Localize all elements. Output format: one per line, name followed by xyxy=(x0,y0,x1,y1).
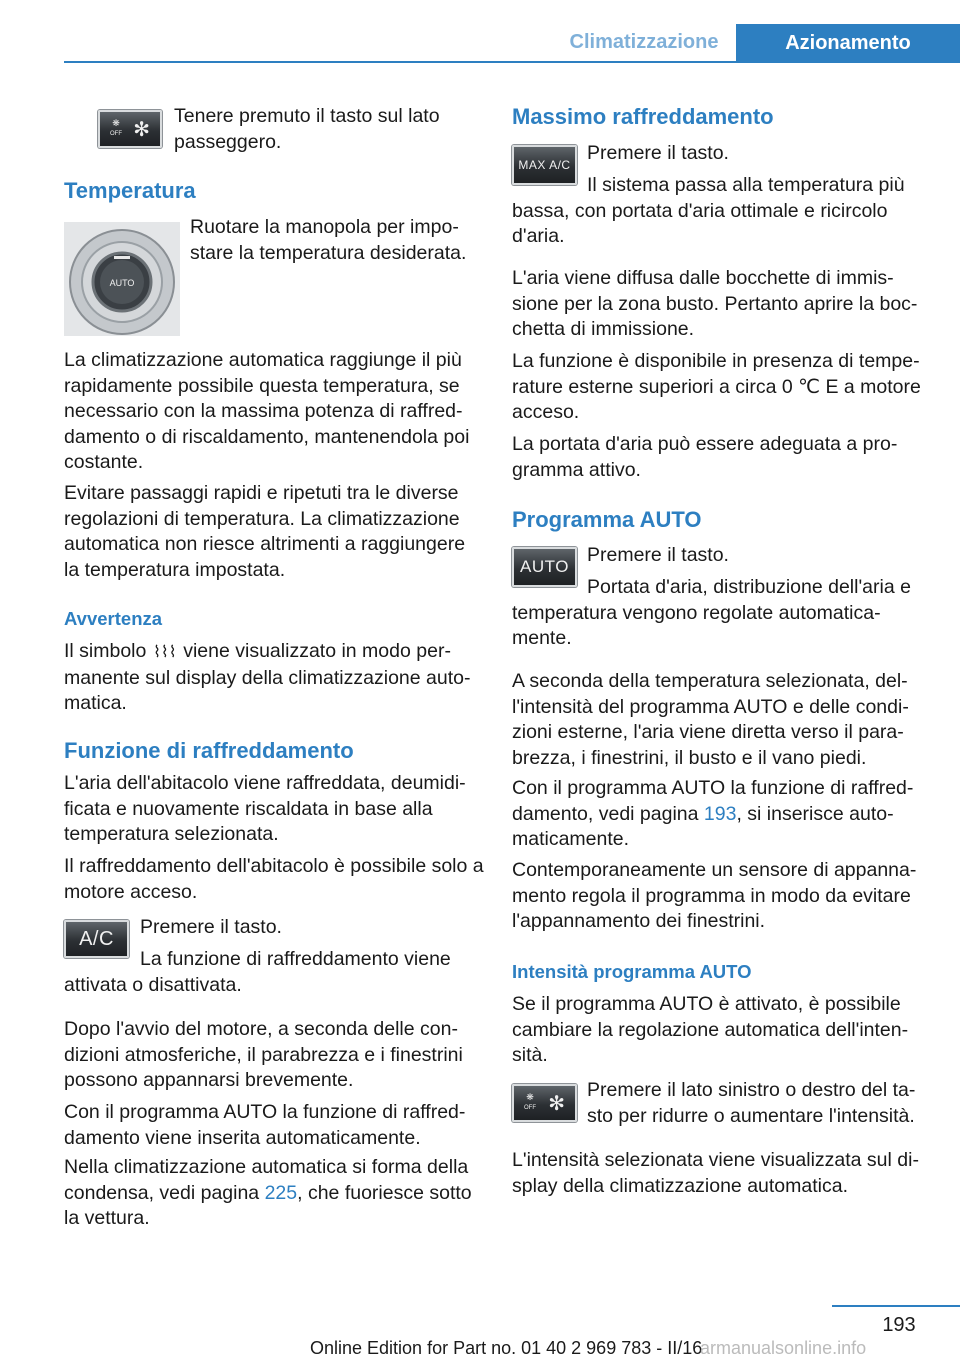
heading-cooling: Funzione di raffreddamento xyxy=(64,738,354,763)
auto-text-2: A seconda della temperatura selezionata, dell'intensità del programma AUTO e delle condizioni esterne, l'aria viene diretta verso il parabrezza, i finestrini, il busto e il vano piedi. xyxy=(512,670,909,769)
fan-small-icon: ❋ OFF xyxy=(110,118,122,137)
knob-label: AUTO xyxy=(109,278,135,288)
max-text-4: La portata d'aria può essere adeguata a programma attivo. xyxy=(512,433,898,481)
edition-text: Online Edition for Part no. 01 40 2 969 783 - II/16 xyxy=(310,1338,703,1358)
header-rule xyxy=(64,61,960,63)
cooling-text-1: L'aria dell'abitacolo viene raffreddata, deumidificata e nuovamente riscaldata in base alla temperatura selezionata. xyxy=(64,772,466,845)
page-number: 193 xyxy=(882,1314,916,1336)
watermark-text: armanualsonline.info xyxy=(700,1338,867,1358)
hold-text: Tenere premuto il tasto sul lato passeggero. xyxy=(174,105,440,153)
note-text xyxy=(64,639,484,717)
max-text-1: Il sistema passa alla temperatura più bassa, con portata d'aria ottimale e ricircolo d'aria. xyxy=(512,174,905,247)
auto-reach-text: La climatizzazione automatica raggiunge il più rapidamente possibile questa temperatura, se necessario con la massima potenza di raffreddamento o di riscaldamento, mantenendola poi costante. xyxy=(64,349,470,473)
max-text-2: L'aria viene diffusa dalle bocchette di immissione per la zona busto. Pertanto aprire la bocchetta di immissione. xyxy=(512,267,918,340)
condensation-text-a: Nella climatizzazione automatica si forma della condensa, vedi pagina xyxy=(64,1156,469,1204)
auto-text-3-b: , si inserisce automaticamente. xyxy=(512,802,894,850)
intensity-text-2: Premere il lato sinistro o destro del tasto per ridurre o aumentare l'intensità. xyxy=(587,1079,916,1127)
fan-icon: ✻ xyxy=(133,118,150,141)
intensity-button-image xyxy=(512,1084,577,1122)
intensity-text-3: L'intensità selezionata viene visualizzata sul display della climatizzazione automatica. xyxy=(512,1149,919,1197)
auto-text-3 xyxy=(512,776,932,853)
auto-text-4: Contemporaneamente un sensore di appannamento regola il programma in modo da evitare l'appannamento dei finestrini. xyxy=(512,859,917,932)
press-text-auto: Premere il tasto. xyxy=(587,544,729,566)
rotate-text: Ruotare la manopola per impostare la temperatura desiderata. xyxy=(190,216,467,264)
note-text-b: viene visualizzato in modo permanente sul display della climatizzazione automatica. xyxy=(64,640,471,714)
section-title: Climatizzazione xyxy=(569,31,719,53)
intensity-text-1: Se il programma AUTO è attivato, è possibile cambiare la regolazione automatica dell'intensità. xyxy=(512,993,909,1066)
note-text-a: Il simbolo xyxy=(64,640,147,662)
heading-note: Avvertenza xyxy=(64,608,163,629)
temperature-knob-image xyxy=(64,222,180,336)
auto-text-1: Portata d'aria, distribuzione dell'aria e temperatura vengono regolate automaticamente. xyxy=(512,576,911,649)
knob-icon xyxy=(64,222,180,336)
page-link-225[interactable]: 225 xyxy=(264,1181,298,1204)
footer-rule xyxy=(832,1305,960,1307)
fan-icon: ✻ xyxy=(548,1092,565,1115)
auto-label: AUTO xyxy=(520,557,569,576)
heading-auto-program: Programma AUTO xyxy=(512,507,702,532)
heading-max-cooling: Massimo raffreddamento xyxy=(512,104,774,129)
condensation-text-b: , che fuoriesce sotto la vettura. xyxy=(64,1181,472,1229)
heading-temperature: Temperatura xyxy=(64,178,196,203)
after-start-text: Dopo l'avvio del motore, a seconda delle condizioni atmosferiche, il parabrezza e i finestrini possono appannarsi brevemente. xyxy=(64,1018,463,1091)
press-text-max: Premere il tasto. xyxy=(587,142,729,164)
cooling-text-2: Il raffreddamento dell'abitacolo è possibile solo a motore acceso. xyxy=(64,855,484,903)
fan-small-icon: ❋ OFF xyxy=(524,1092,536,1111)
press-text-ac: Premere il tasto. xyxy=(140,916,282,938)
chapter-tab: Azionamento xyxy=(736,24,960,63)
auto-program-text: Con il programma AUTO la funzione di raffreddamento viene inserita automaticamente. xyxy=(64,1101,466,1149)
auto-text-3-a: Con il programma AUTO la funzione di raffreddamento, vedi pagina xyxy=(512,777,914,825)
page-link-193[interactable]: 193 xyxy=(703,802,737,825)
avoid-text: Evitare passaggi rapidi e ripetuti tra le diverse regolazioni di temperatura. La climatizzazione automatica non riesce altrimenti a raggiungere la temperatura impostata. xyxy=(64,482,466,581)
condensation-icon: ⌇⌇⌇ xyxy=(153,644,177,661)
max-ac-label: MAX A/C xyxy=(518,158,571,172)
fan-off-button-image xyxy=(98,110,162,148)
max-text-3: La funzione è disponibile in presenza di temperature esterne superiori a circa 0 ℃ E a motore acceso. xyxy=(512,350,921,423)
condensation-text xyxy=(64,1155,484,1232)
heading-auto-intensity: Intensità programma AUTO xyxy=(512,961,752,982)
ac-label: A/C xyxy=(79,927,114,950)
toggle-text: La funzione di raffreddamento viene attivata o disattivata. xyxy=(64,948,451,996)
